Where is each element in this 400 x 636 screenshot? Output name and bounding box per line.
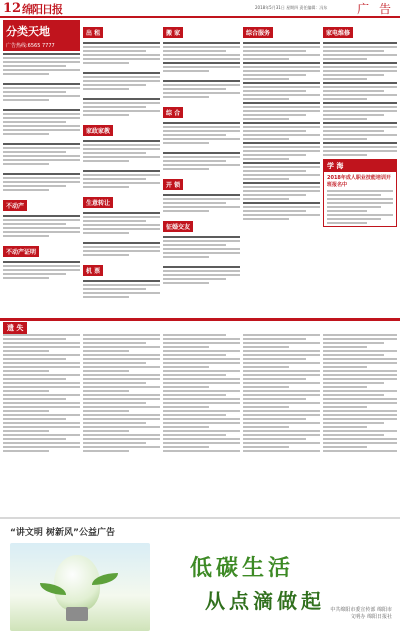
classified-title: 分类天地: [3, 20, 80, 42]
section-heading-tickets: 机 票: [83, 265, 103, 276]
notice-column-3: [163, 332, 240, 512]
page-header: [0, 0, 400, 18]
section-heading-appliance-repair: 家电维修: [323, 27, 353, 38]
learning-box: [323, 159, 397, 227]
section-heading-housekeeping: 家政家教: [83, 125, 113, 136]
section-label: 广 告: [357, 2, 394, 16]
learning-headline: 2018年成人职业技能培训开班报名中: [327, 175, 391, 188]
classified-column-4: [243, 20, 320, 320]
section-heading-transfer: 生意转让: [83, 197, 113, 208]
notice-column-2: [83, 332, 160, 512]
section-heading-real-estate: 不动产: [3, 200, 27, 211]
newspaper-logo: 绵阳日报: [22, 3, 62, 16]
dateline: 2018年5月31日 星期四 责任编辑：冯东: [255, 5, 328, 10]
classified-column-1: [3, 20, 80, 320]
lost-notice-tag: 遗 失: [3, 322, 27, 334]
section-divider: [0, 318, 400, 321]
page-number: 12: [3, 1, 22, 16]
section-heading-rent: 出 租: [83, 27, 103, 38]
psa-headline-2: 从点滴做起: [205, 589, 325, 613]
psa-title: “讲文明 树新风”公益广告: [10, 528, 115, 538]
classified-column-3: [163, 20, 240, 320]
classified-column-2: [83, 20, 160, 320]
public-service-ad: [0, 517, 400, 636]
psa-headline-1: 低碳生活: [190, 556, 295, 581]
section-heading-locksmith: 开 锁: [163, 179, 183, 190]
notice-column-4: [243, 332, 320, 512]
listing-text: [3, 53, 80, 191]
classified-phone: 广告热线:6565 7777: [3, 42, 80, 51]
notice-column-1: [3, 332, 80, 512]
section-heading-dating: 征婚交友: [163, 221, 193, 232]
learning-title: 学 海: [324, 160, 396, 172]
section-heading-general: 综 合: [163, 107, 183, 118]
notice-column-5: [323, 332, 397, 512]
psa-organizer: 中共绵阳市委宣传部 绵阳市文明办 绵阳日报社: [330, 607, 392, 620]
section-heading-proof: 不动产证明: [3, 246, 39, 257]
lightbulb-image: [10, 543, 150, 631]
classified-column-5: [323, 20, 397, 320]
section-heading-services: 综合服务: [243, 27, 273, 38]
section-heading-moving: 搬 家: [163, 27, 183, 38]
